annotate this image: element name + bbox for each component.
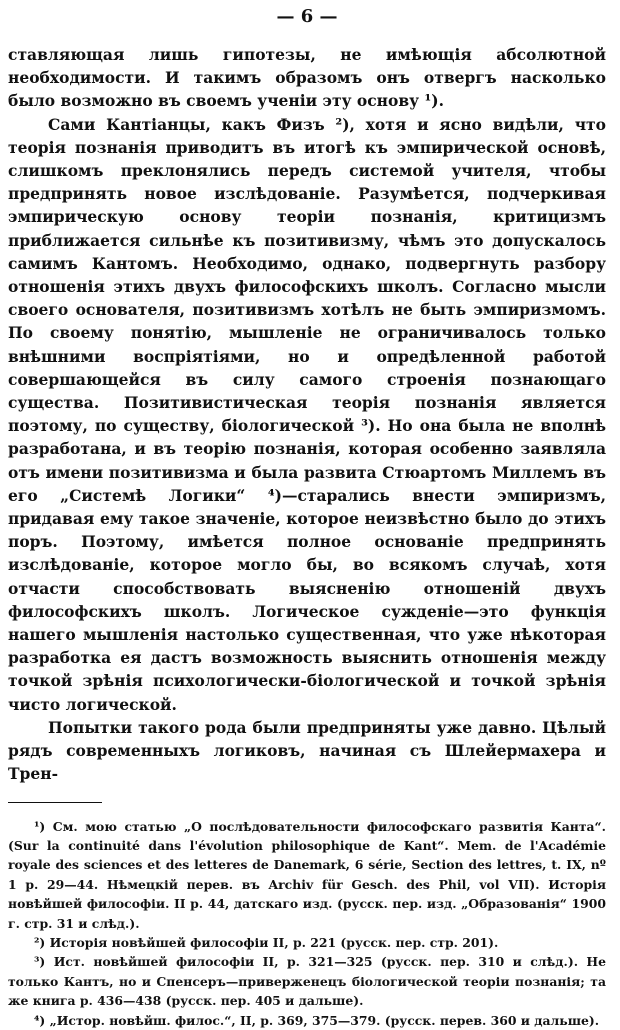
- page-number: — 6 —: [276, 6, 338, 27]
- footnotes: [8, 817, 606, 1030]
- paragraph-2: Сами Кантіанцы, какъ Физъ ²), хотя и ясно видѣли, что теорія познанія приводитъ въ итогѣ къ эмпирической основѣ, слишкомъ преклонялись передъ системой учителя, чтобы предпринять новое изслѣдованіе. Разумѣется, подчеркивая эмпирическую основу теоріи познанія, критицизмъ приближается сильнѣе къ позитивизму, чѣмъ это допускалось самимъ Кантомъ. Необходимо, однако, подвергнуть разбору отношенія этихъ двухъ философскихъ школъ. Согласно мысли своего основателя, позитивизмъ хотѣлъ не быть эмпиризмомъ. По своему понятію, мышленіе не ограничивалось только внѣшними воспріятіями, но и опредѣленной работой совершающейся въ силу самого строенія познающаго существа. Позитивистическая теорія познанія является поэтому, по существу, біологической ³). Но она была не вполнѣ разработана, и въ теорію познанія, которая особенно заявляла отъ имени позитивизма и была развита Стюартомъ Миллемъ въ его „Системѣ Логики“ ⁴)—старались внести эмпиризмъ, придавая ему такое значеніе, которое неизвѣстно было до этихъ поръ. Поэтому, имѣется полное основаніе предпринять изслѣдованіе, которое могло бы, во всякомъ случаѣ, хотя отчасти способствовать выясненію отношеній двухъ философскихъ школъ. Логическое сужденіе—это функція нашего мышленія настолько существенная, что уже нѣкоторая разработка ея дастъ возможность выяснить отношенія между точкой зрѣнія психологически-біологической и точкой зрѣнія чисто логической.: [8, 114, 606, 714]
- main-text: [8, 43, 606, 786]
- paragraph-1: ставляющая лишь гипотезы, не имѣющія абсолютной необходимости. И такимъ образомъ онъ отвергъ насколько было возможно въ своемъ ученіи эту основу ¹).: [8, 45, 606, 111]
- footnote-3: ³) Ист. новѣйшей философіи II, р. 321—325 (русск. пер. 310 и слѣд.). Не только Кантъ, но и Спенсеръ—приверженецъ біологической теоріи познанія; та же книга р. 436—438 (русск. пер. 405 и дальше).: [8, 954, 606, 1009]
- footnote-4: ⁴) „Истор. новѣйш. филос.“, II, р. 369, 375—379. (русск. перев. 360 и дальше).: [34, 1012, 600, 1028]
- footnote-2: ²) Исторія новѣйшей философіи II, р. 221 (русск. пер. стр. 201).: [34, 934, 499, 950]
- paragraph-3: Попытки такого рода были предприняты уже давно. Цѣлый рядъ современныхъ логиковъ, начиная съ Шлейермахера и Трен-: [8, 717, 606, 784]
- footnote-divider: [8, 802, 102, 803]
- footnote-1: ¹) См. мою статью „О послѣдовательности философскаго развитія Канта“. (Sur la continuité dans l'évolution philosophique de Kant“. Mem. de l'Académie royale des sciences et des letteres de Danemark, 6 série, Section des lettres, t. IX, nº 1 p. 29—44. Нѣмецкій перев. въ Archiv für Gesch. des Phil, vol VII). Исторія новѣйшей философіи. II р. 44, датскаго изд. (русск. пер. изд. „Образованія“ 1900 г. стр. 31 и слѣд.).: [8, 818, 606, 931]
